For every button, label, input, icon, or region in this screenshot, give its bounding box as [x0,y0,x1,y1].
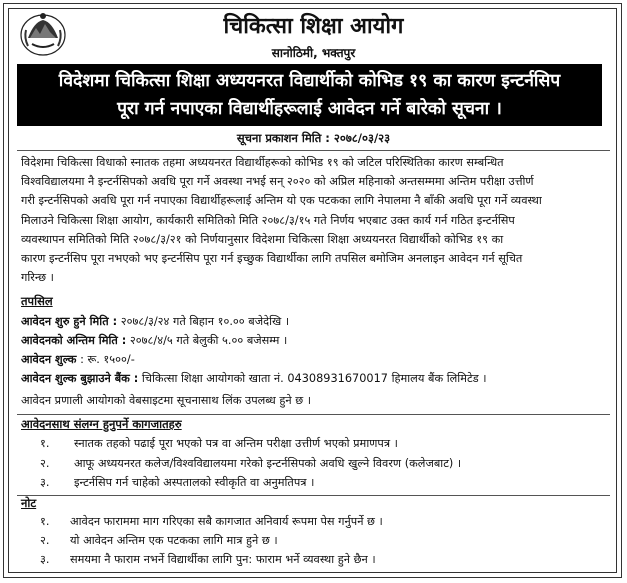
application-process-note: आवेदन प्रणाली आयोगको वेबसाइटमा सूचनासाथ लिंक उपलब्ध हुने छ । [21,394,312,407]
document-item: आफू अध्ययनरत कलेज/विश्वविद्यालयमा गरेको इन्टर्नसिपको अवधि खुल्ने विवरण (कलेजबाट) । [74,457,462,470]
divider [17,414,610,415]
documents-heading: आवेदनसाथ संलग्न हुनुपर्ने कागजातहरु [21,417,182,431]
body-line: व्यवस्थापन समितिको मिति २०७८/३/२१ को निर्णयानुसार विदेशमा चिकित्सा शिक्षा अध्ययनरत विद्यार्थीको कोभिड १९ का [21,232,504,246]
divider [17,150,610,151]
application-start-row [21,314,289,329]
organization-location: सानोठिमी, भक्तपुर [271,46,356,60]
bank-value: चिकित्सा शिक्षा आयोगको खाता नं. 04308931670017 हिमालय बैंक लिमिटेड । [138,372,487,385]
document-number: ३. [40,476,50,489]
fee-bank-row [21,371,487,386]
end-value: २०७८/४/५ गते बेलुकी ५.०० बजेसम्म । [126,334,288,347]
note-number: १. [40,515,50,528]
banner-line-2: पूरा गर्न नपाएका विद्यार्थीहरूलाई आवेदन गर्ने बारेको सूचना । [117,99,502,119]
body-line: विदेशमा चिकित्सा विधाको स्नातक तहमा अध्ययनरत विद्यार्थीहरूको कोभिड १९ को जटिल परिस्थितिका कारण सम्बन्धित [21,156,504,169]
body-line: गरी इन्टर्नसिपको अवधि पूरा गर्न नपाएका विद्यार्थीहरूलाई अन्तिम यो एक पटकका लागि नेपालमा नै बाँकी अवधि पूरा गर्ने व्यवस्था [21,194,542,208]
note-number: २. [40,534,50,547]
body-line: कारण इन्टर्नसिप पूरा नभएको भए इन्टर्नसिप पूरा गर्न इच्छुक विद्यार्थीका लागि तपसिल बमोजिम अनलाइन आवेदन गर्न सूचित [21,252,523,266]
note-item: आवेदन फाराममा माग गरिएका सबै कागजात अनिवार्य रूपमा पेस गर्नुपर्ने छ । [70,515,383,528]
end-label: आवेदनको अन्तिम मिति : [21,334,127,347]
application-fee-row [21,352,135,367]
note-number: ३. [40,553,50,566]
notes-heading: नोट [21,496,37,510]
fee-label: आवेदन शुल्क [21,353,77,366]
document-item: इन्टर्नसिप गर्न चाहेको अस्पतालको स्वीकृति वा अनुमतिपत्र । [74,476,315,489]
document-number: २. [40,457,50,470]
application-end-row [21,333,287,348]
fee-value: : रू. १५००/- [76,353,135,366]
organization-title: चिकित्सा शिक्षा आयोग [223,13,404,39]
banner-line-1: विदेशमा चिकित्सा शिक्षा अध्ययनरत विद्यार्थीको कोभिड १९ का कारण इन्टर्नसिप [58,71,561,91]
divider [17,495,610,496]
start-value: २०७८/३/२४ गते बिहान १०.०० बजेदेखि । [117,315,290,328]
note-item: यो आवेदन अन्तिम एक पटकका लागि मात्र हुने छ । [70,534,278,547]
body-line: विश्वविद्यालयमा नै इन्टर्नसिपको अवधि पूरा गर्ने अवस्था नभई सन् २०२० को अप्रिल महिनाको अन्तसम्ममा अन्तिम परीक्षा उत्तीर्ण [21,175,534,189]
body-line: मिलाउने चिकित्सा शिक्षा आयोग, कार्यकारी समितिको मिति २०७८/३/१५ गते निर्णय भएबाट उक्त कार्य गर्न गठित इन्टर्नसिप [21,213,515,227]
details-heading: तपसिल [21,294,53,308]
start-label: आवेदन शुरु हुने मिति : [21,315,118,328]
notice-banner [17,64,602,126]
bank-label: आवेदन शुल्क बुझाउने बैंक : [21,372,139,385]
notice-body [21,153,607,287]
document-item: स्नातक तहको पढाई पूरा भएको पत्र वा अन्तिम परीक्षा उत्तीर्ण भएको प्रमाणपत्र । [74,437,398,450]
document-number: १. [40,437,50,450]
note-item: समयमा नै फाराम नभर्ने विद्यार्थीका लागि पुन: फाराम भर्ने व्यवस्था हुने छैन । [70,553,376,566]
publication-date: सूचना प्रकाशन मिति : २०७८/०३/२३ [236,131,391,145]
body-line: गरिन्छ । [21,271,54,285]
